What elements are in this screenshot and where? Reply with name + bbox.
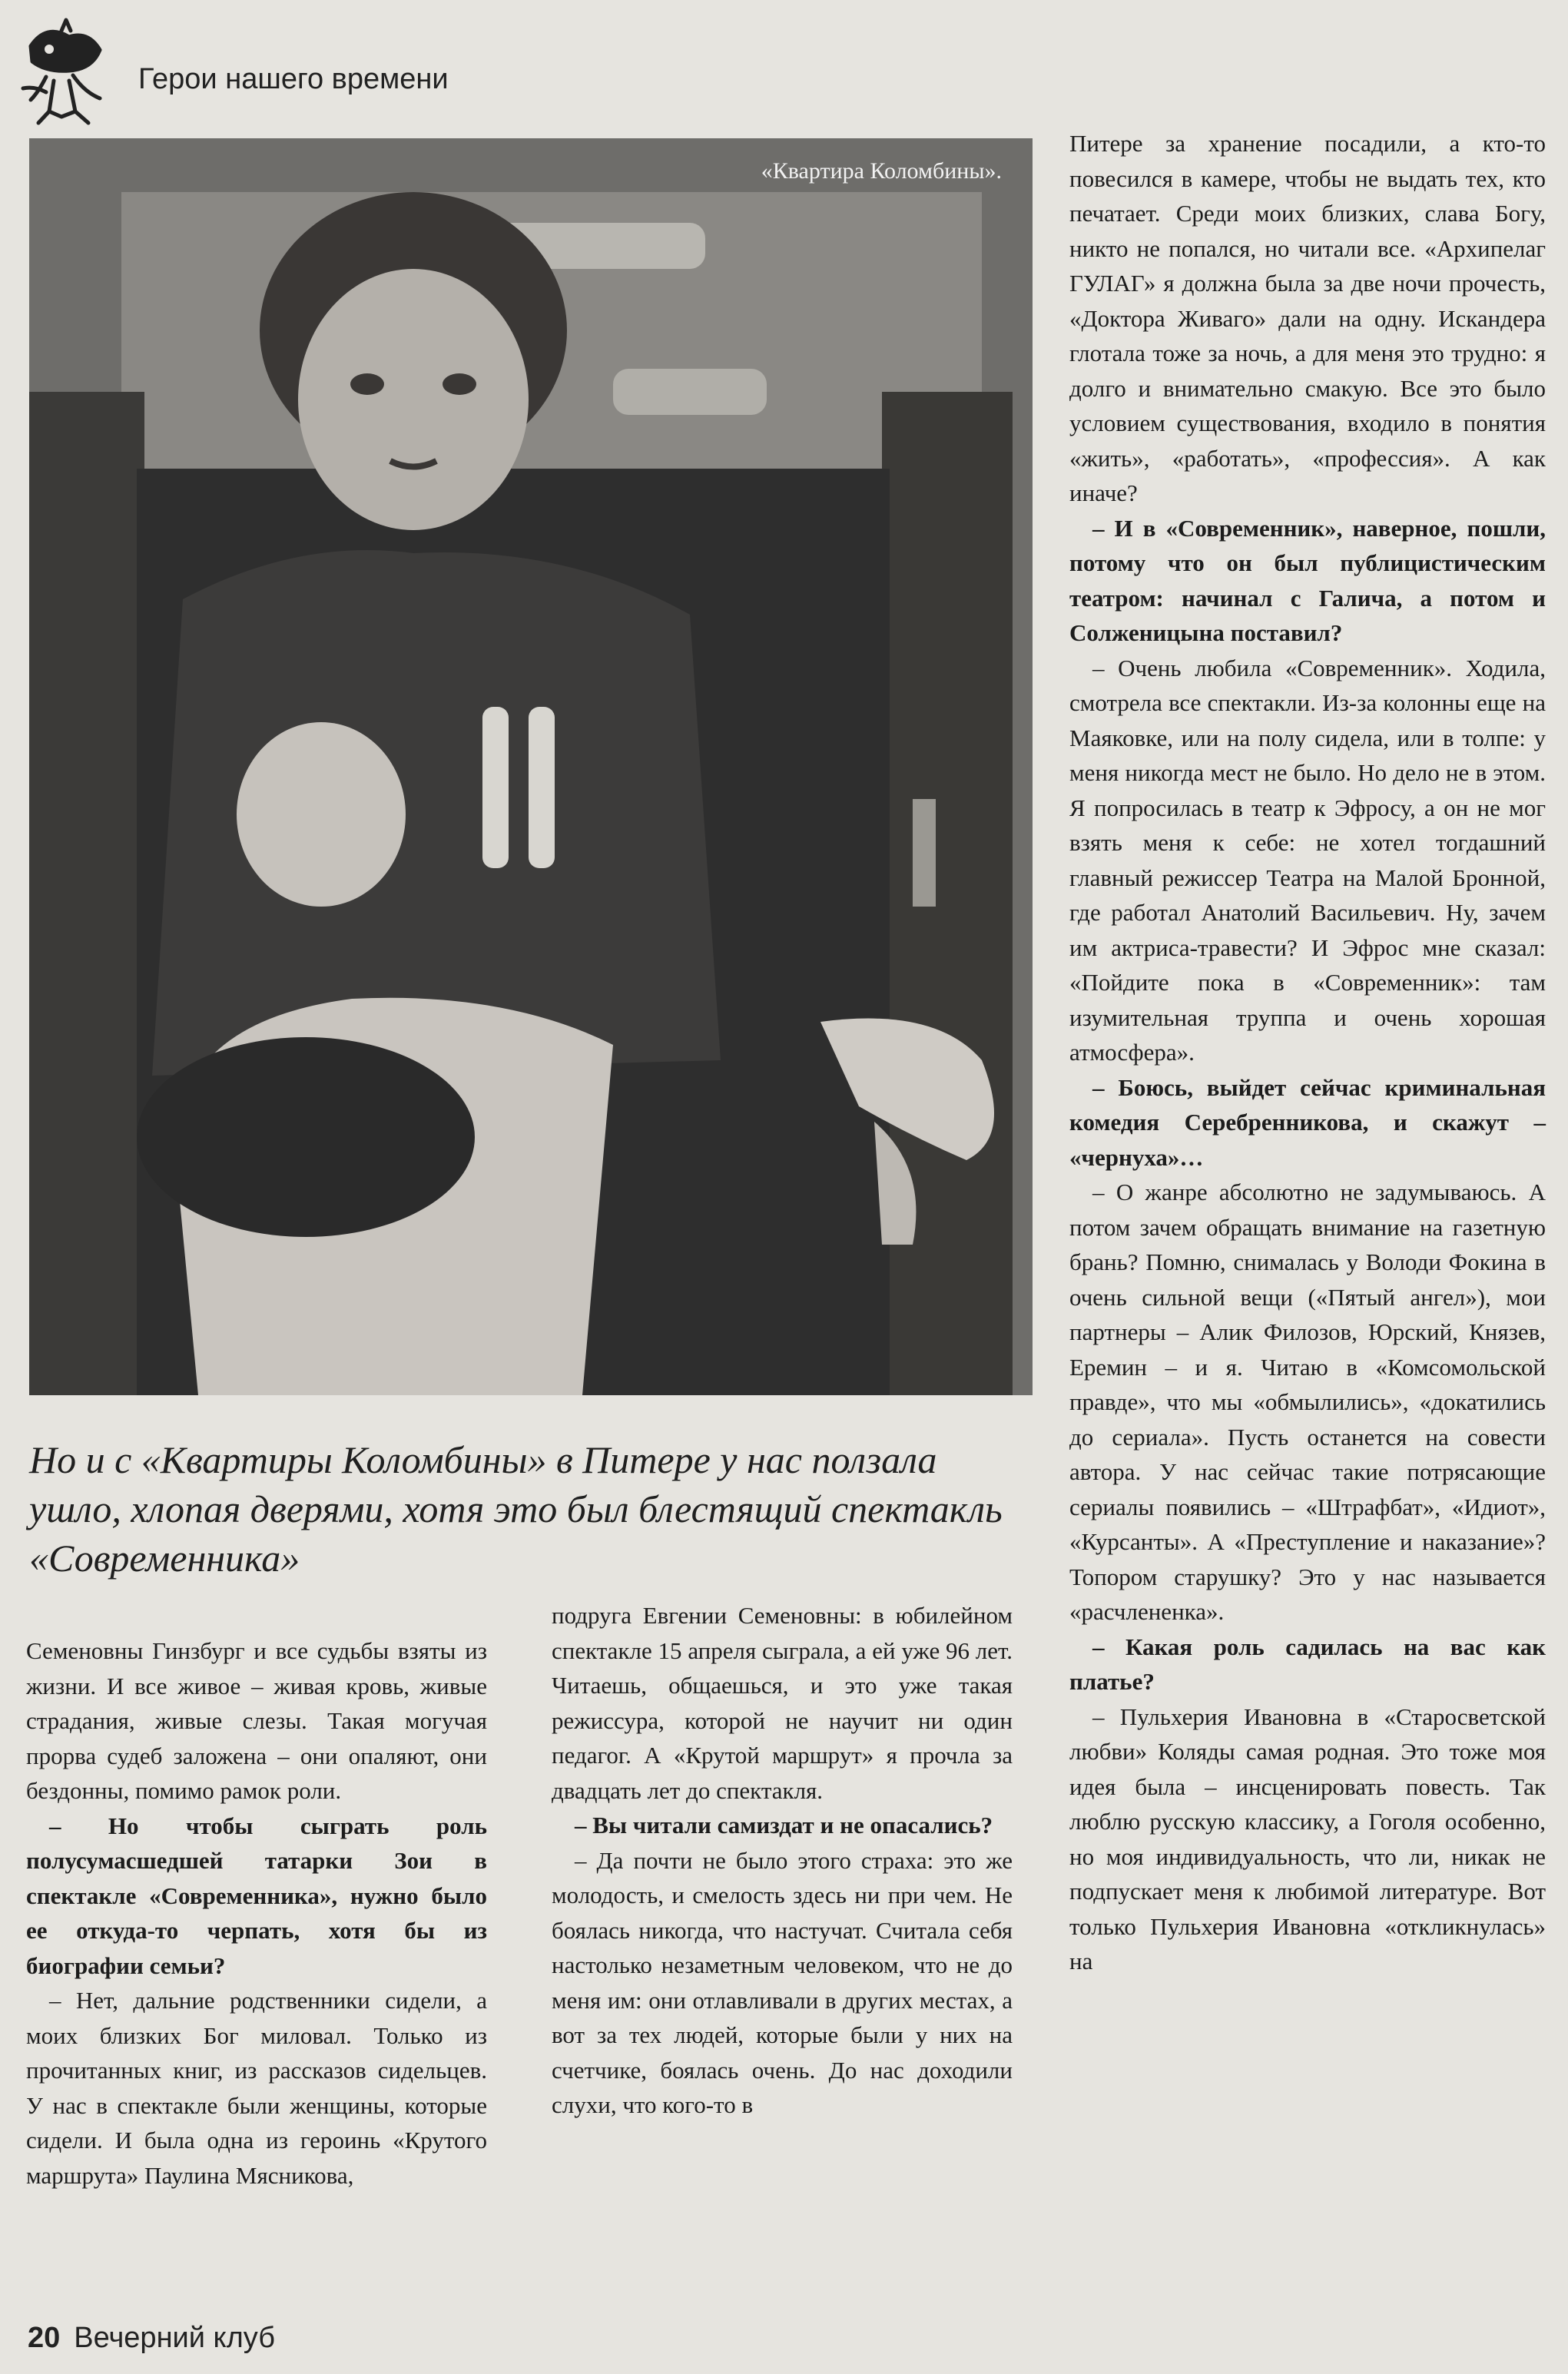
interview-question: – Вы читали самиздат и не опасались?	[575, 1812, 993, 1839]
article-photo	[29, 138, 1033, 1395]
article-paragraph: – Пульхерия Ивановна в «Старосветской любви» Коляды самая родная. Это тоже моя идея была – инсценировать повесть. Так люблю русскую классику, а Гоголя особенно, но моя индивидуальность, что ли, никак не подпускает меня к любимой литературе. Вот только Пульхерия Ивановна «откликнулась» на	[1069, 1703, 1546, 1974]
photo-illustration	[29, 138, 1033, 1395]
interview-question: – Какая роль садилась на вас как платье?	[1069, 1633, 1546, 1695]
article-paragraph: – Да почти не было этого страха: это же молодость, и смелость здесь ни при чем. Не боялась никогда, что настучат. Считала себя настолько незаметным человеком, что не до меня им: они отлавливали в других местах, а вот за тех людей, которые были у них на счетчике, боялась очень. До нас доходили слухи, что кого-то в	[552, 1846, 1013, 2118]
article-paragraph: – Очень любила «Современник». Ходила, смотрела все спектакли. Из-за колонны еще на Маяковке, или на полу сидела, или в толпе: у меня никогда мест не было. Но дело не в этом. Я попросилась в театр к Эфросу, а он не мог взять меня к себе: не хотел тогдашний главный режиссер Театра на Малой Бронной, где работал Анатолий Васильевич. Ну, зачем им актриса-травести? И Эфрос мне сказал: «Пойдите пока в «Современник»: там изумительная труппа и очень хорошая атмосфера».	[1069, 654, 1546, 1066]
text-column-1	[26, 1633, 487, 2193]
page-footer	[28, 2322, 275, 2355]
page-number: 20	[28, 2322, 61, 2354]
article-paragraph: – Нет, дальние родственники сидели, а моих близких Бог миловал. Только из прочитанных книг, из рассказов сидельцев. У нас в спектакле были женщины, которые сидели. И была одна из героинь «Крутого маршрута» Паулина Мясникова,	[26, 1987, 487, 2189]
text-column-2	[552, 1598, 1013, 2123]
interview-question: – Но чтобы сыграть роль полусумасшедшей татарки Зои в спектакле «Современника», нужно было ее откуда-то черпать, хотя бы из биографии семьи?	[26, 1812, 487, 1979]
section-title: Герои нашего времени	[138, 63, 449, 95]
text-column-3	[1069, 126, 1546, 1979]
article-paragraph: подруга Евгении Семеновны: в юбилейном спектакле 15 апреля сыграла, а ей уже 96 лет. Читаешь, общаешься, и это уже такая режиссура, которой не научит ни один педагог. А «Крутой маршрут» я прочла за двадцать лет до спектакля.	[552, 1602, 1013, 1804]
rooster-logo-icon	[15, 15, 115, 131]
article-paragraph: Семеновны Гинзбург и все судьбы взяты из жизни. И все живое – живая кровь, живые страдания, живые слезы. Такая могучая прорва судеб заложена – они опаляют, они бездонны, помимо рамок роли.	[26, 1637, 487, 1804]
article-paragraph: – О жанре абсолютно не задумываюсь. А потом зачем обращать внимание на газетную брань? Помню, снималась у Володи Фокина в очень сильной вещи («Пятый ангел»), мои партнеры – Алик Филозов, Юрский, Князев, Еремин – и я. Читаю в «Комсомольской правде», что мы «обмылились», «докатились до сериала». Пусть останется на совести автора. У нас сейчас такие потрясающие сериалы появились – «Штрафбат», «Идиот», «Курсанты». А «Преступление и наказание»? Топором старушку? Это у нас называется «расчлененка».	[1069, 1179, 1546, 1625]
publication-name: Вечерний клуб	[74, 2322, 275, 2354]
pull-quote: Но и с «Квартиры Коломбины» в Питере у нас ползала ушло, хлопая дверями, хотя это был блестящий спектакль «Современника»	[29, 1438, 1003, 1580]
interview-question: – И в «Современник», наверное, пошли, потому что он был публицистическим театром: начинал с Галича, а потом и Солженицына поставил?	[1069, 514, 1546, 646]
photo-caption: «Квартира Коломбины».	[761, 158, 1002, 184]
article-paragraph: Питере за хранение посадили, а кто-то повесился в камере, чтобы не выдать тех, кто печатает. Среди моих близких, слава Богу, никто не попался, но читали все. «Архипелаг ГУЛАГ» я должна была за две ночи прочесть, «Доктора Живаго» дали на одну. Искандера глотала тоже за ночь, а для меня это трудно: я долго и внимательно смакую. Все это было условием существования, входило в понятия «жить», «работать», «профессия». А как иначе?	[1069, 130, 1546, 506]
interview-question: – Боюсь, выйдет сейчас криминальная комедия Серебренникова, и скажут – «чернуха»…	[1069, 1073, 1546, 1171]
page-header	[15, 15, 553, 131]
